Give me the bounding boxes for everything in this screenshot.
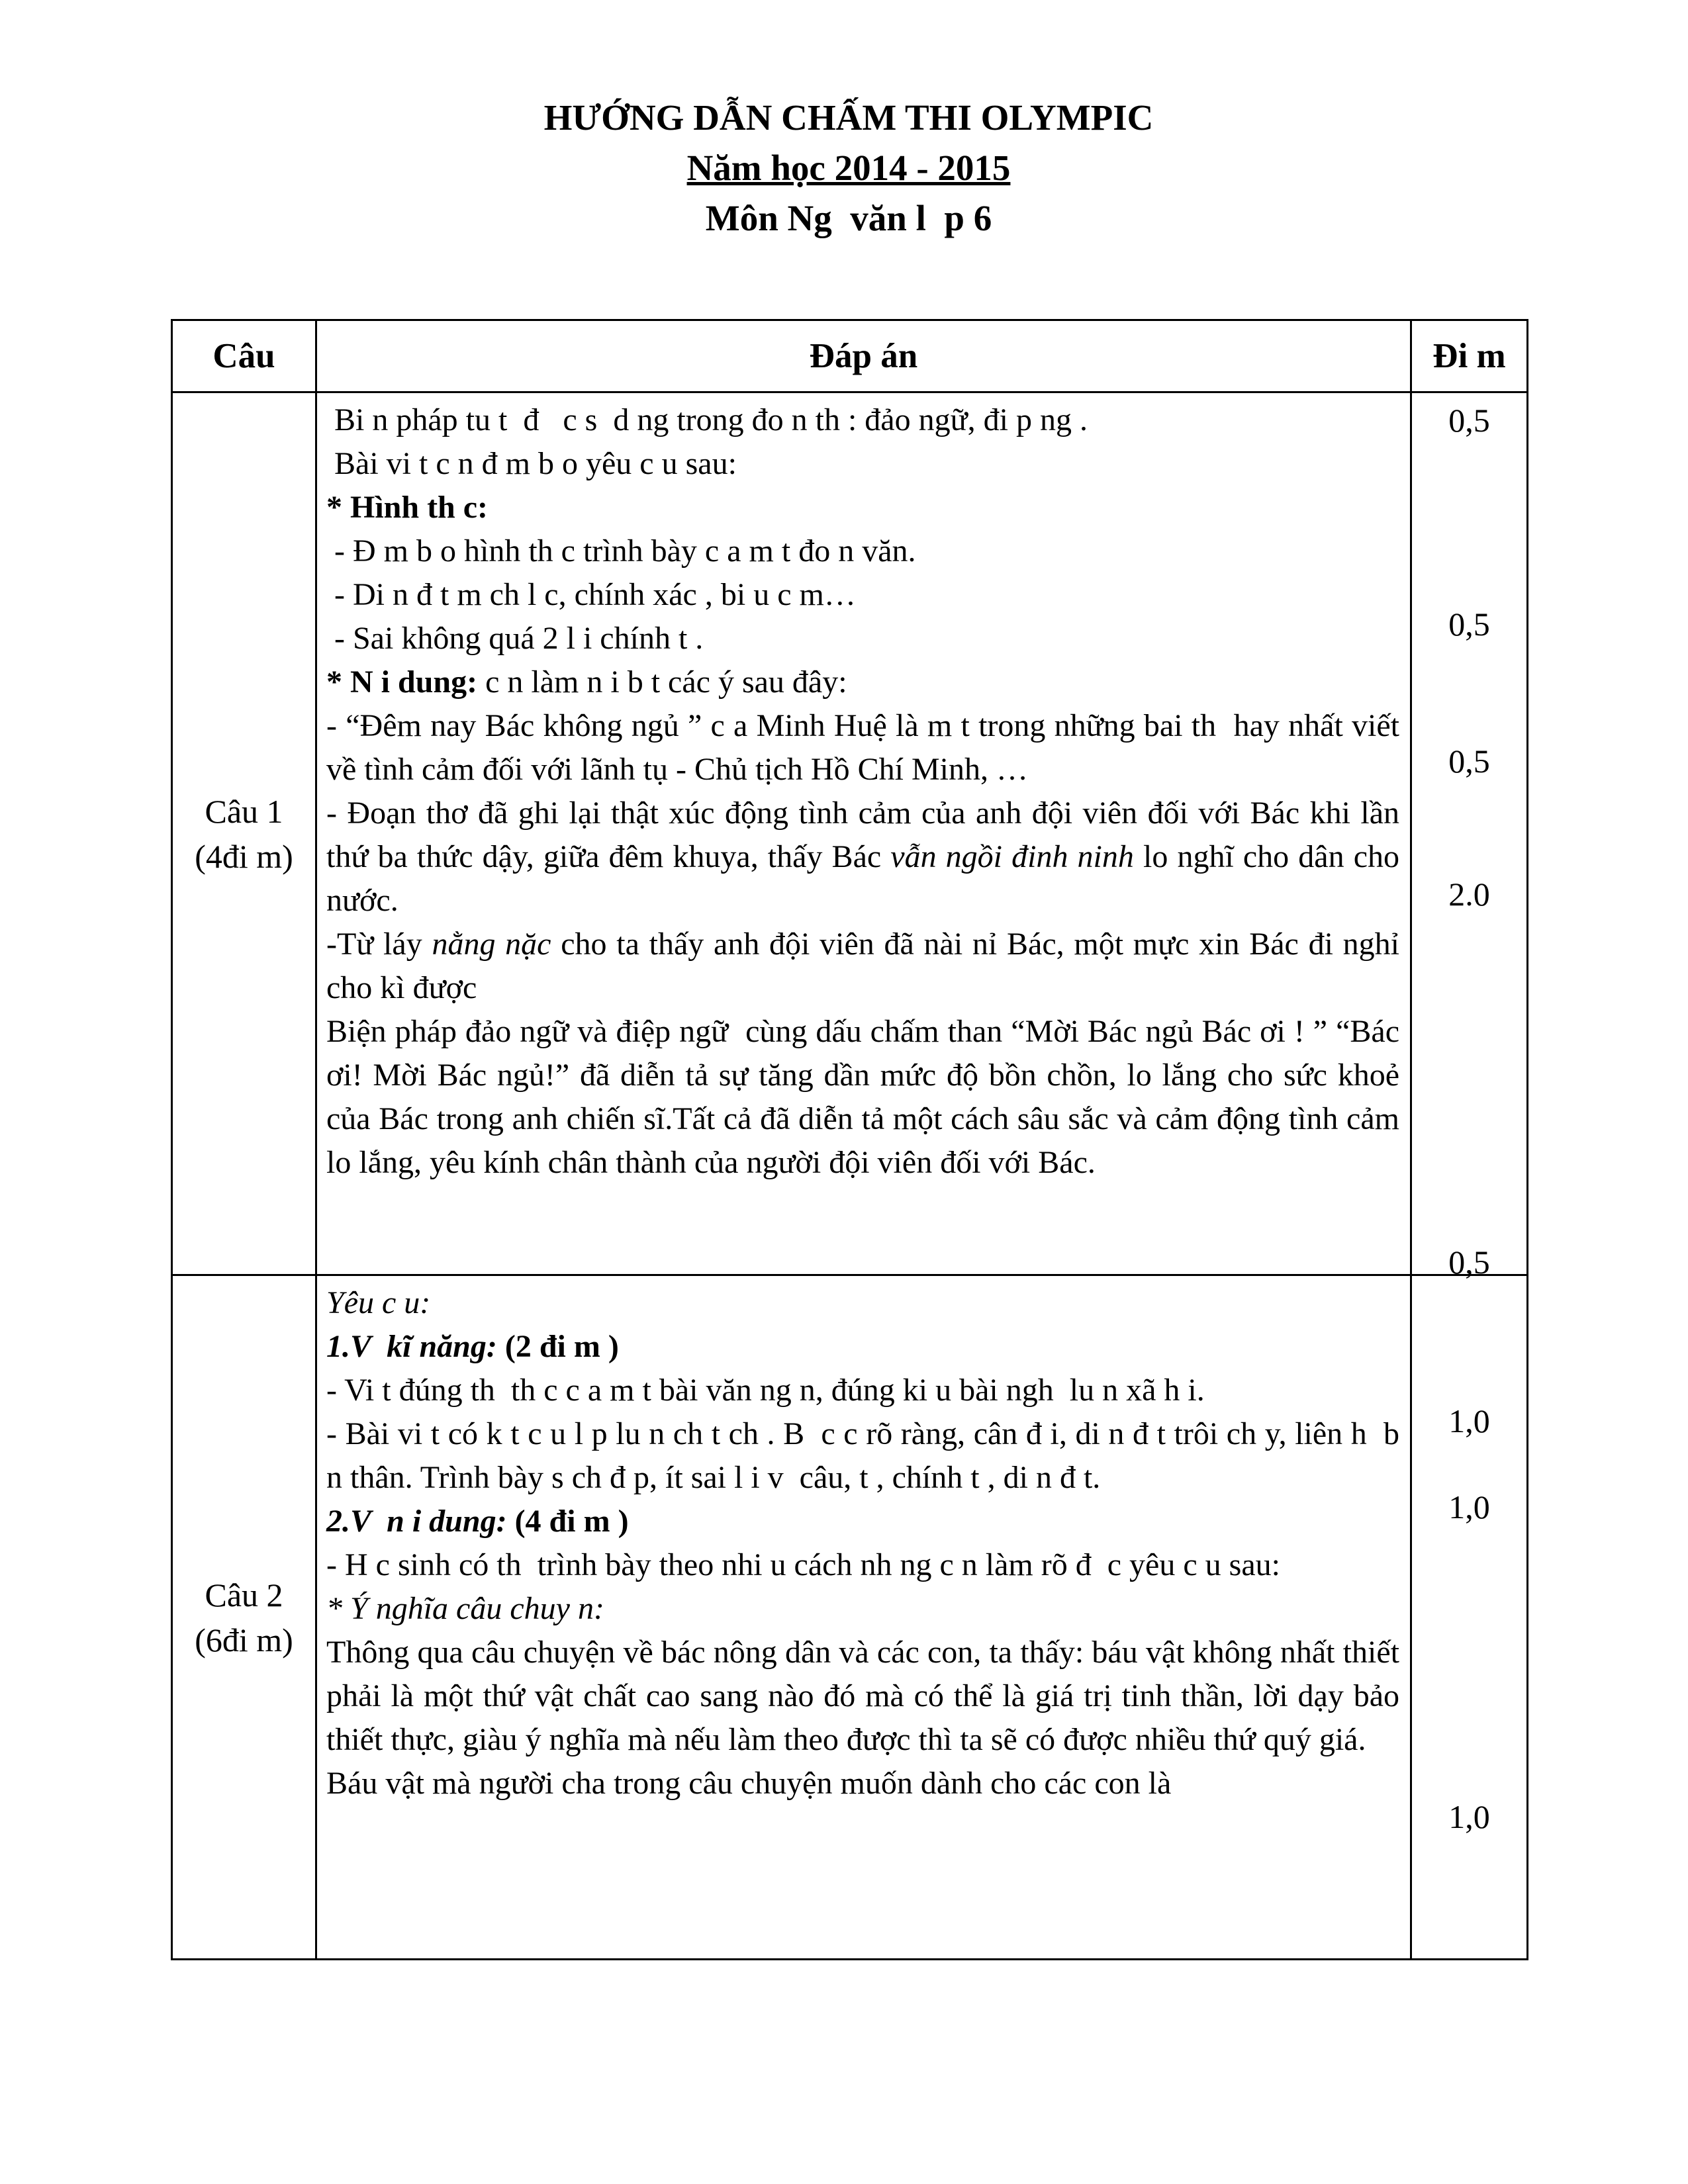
score-value: 0,5: [1448, 743, 1490, 780]
column-header-question: Câu: [172, 320, 316, 392]
score-value: 0,5: [1448, 1244, 1490, 1281]
answer-paragraph: -Từ láy nằng nặc cho ta thấy anh đội viên đã nài nỉ Bác, một mực xin Bác đi nghỉ cho kì được: [326, 927, 1407, 1005]
score-value: 1,0: [1448, 1488, 1490, 1525]
question-cell-2: [172, 1275, 316, 1960]
question-points-label: (4đi m): [195, 837, 293, 875]
answer-paragraph: * N i dung: c n làm n i b t các ý sau đây:: [326, 664, 847, 700]
score-value: 1,0: [1448, 1402, 1490, 1439]
question-points-label: (6đi m): [195, 1621, 293, 1659]
answer-cell-1: [316, 392, 1411, 1275]
document-school-year: Năm học 2014 - 2015: [686, 148, 1011, 188]
points-cell-1: [1411, 392, 1528, 1281]
answer-paragraph: - Vi t đúng th th c c a m t bài văn ng n, đúng ki u bài ngh lu n xã h i.: [326, 1373, 1205, 1408]
answer-paragraph: Bài vi t c n đ m b o yêu c u sau:: [326, 446, 737, 481]
answer-paragraph: Thông qua câu chuyện về bác nông dân và các con, ta thấy: báu vật không nhất thiết phải là một thứ vật chất cao sang nào đó mà có thể là giá trị tinh thần, lời dạy bảo thiết thực, giàu ý nghĩa mà nếu làm theo được thì ta sẽ có được nhiều thứ quý giá.: [326, 1635, 1407, 1757]
table-row-question-1: [172, 392, 1528, 1275]
table-header-row: [172, 320, 1528, 392]
answer-paragraph: 2.V n i dung: (4 đi m ): [326, 1504, 629, 1539]
answer-paragraph: Yêu c u:: [326, 1285, 431, 1320]
answer-paragraph: - Sai không quá 2 l i chính t .: [326, 621, 704, 656]
answer-paragraph: - Đ m b o hình th c trình bày c a m t đo n văn.: [326, 533, 916, 569]
score-value: 0,5: [1448, 606, 1490, 643]
score-value: 0,5: [1448, 402, 1490, 439]
score-value: 2.0: [1448, 876, 1490, 913]
question-cell-1: [172, 392, 316, 1275]
document-subject: Môn Ng văn l p 6: [705, 198, 992, 238]
points-cell-2: [1411, 1275, 1528, 1960]
answer-paragraph: * Ý nghĩa câu chuy n:: [326, 1591, 604, 1626]
answer-paragraph: 1.V kĩ năng: (2 đi m ): [326, 1329, 619, 1364]
document-title: HƯỚNG DẪN CHẤM THI OLYMPIC: [543, 97, 1154, 138]
question-label: Câu 2: [205, 1576, 283, 1614]
grading-table: [171, 319, 1528, 1960]
answer-paragraph: * Hình th c:: [326, 490, 489, 525]
answer-paragraph: Báu vật mà người cha trong câu chuyện muốn dành cho các con là: [326, 1766, 1172, 1801]
answer-paragraph: Bi n pháp tu t đ c s d ng trong đo n th : đảo ngữ, đi p ng .: [326, 402, 1088, 437]
question-label: Câu 1: [205, 792, 283, 830]
column-header-answer: Đáp án: [316, 320, 1411, 392]
answer-paragraph: - Di n đ t m ch l c, chính xác , bi u c m…: [326, 577, 856, 612]
answer-paragraph: - Bài vi t có k t c u l p lu n ch t ch . B c c rõ ràng, cân đ i, di n đ t trôi ch y, liên h b n thân. Trình bày s ch đ p, ít sai l i v câu, t , chính t , di n đ t.: [326, 1416, 1407, 1495]
answer-cell-2: [316, 1275, 1411, 1960]
table-row-question-2: [172, 1275, 1528, 1960]
answer-paragraph: - Đoạn thơ đã ghi lại thật xúc động tình cảm của anh đội viên đối với Bác khi lần thứ ba thức dậy, giữa đêm khuya, thấy Bác vẫn ngồi đinh ninh lo nghĩ cho dân cho nước.: [326, 796, 1407, 918]
score-value: 1,0: [1448, 1798, 1490, 1835]
answer-paragraph: Biện pháp đảo ngữ và điệp ngữ cùng dấu chấm than “Mời Bác ngủ Bác ơi ! ” “Bác ơi! Mời Bác ngủ!” đã diễn tả sự tăng dần mức độ bồn chồn, lo lắng cho sức khoẻ của Bác trong anh chiến sĩ.Tất cả đã diễn tả một cách sâu sắc và cảm động tình cảm lo lắng, yêu kính chân thành của người đội viên đối với Bác.: [326, 1014, 1407, 1180]
answer-paragraph: - H c sinh có th trình bày theo nhi u cách nh ng c n làm rõ đ c yêu c u sau:: [326, 1547, 1280, 1582]
document-header: [171, 93, 1526, 244]
answer-paragraph: - “Đêm nay Bác không ngủ ” c a Minh Huệ là m t trong những bai th hay nhất viết về tình cảm đối với lãnh tụ - Chủ tịch Hồ Chí Minh, …: [326, 708, 1407, 787]
column-header-points: Đi m: [1411, 320, 1528, 392]
